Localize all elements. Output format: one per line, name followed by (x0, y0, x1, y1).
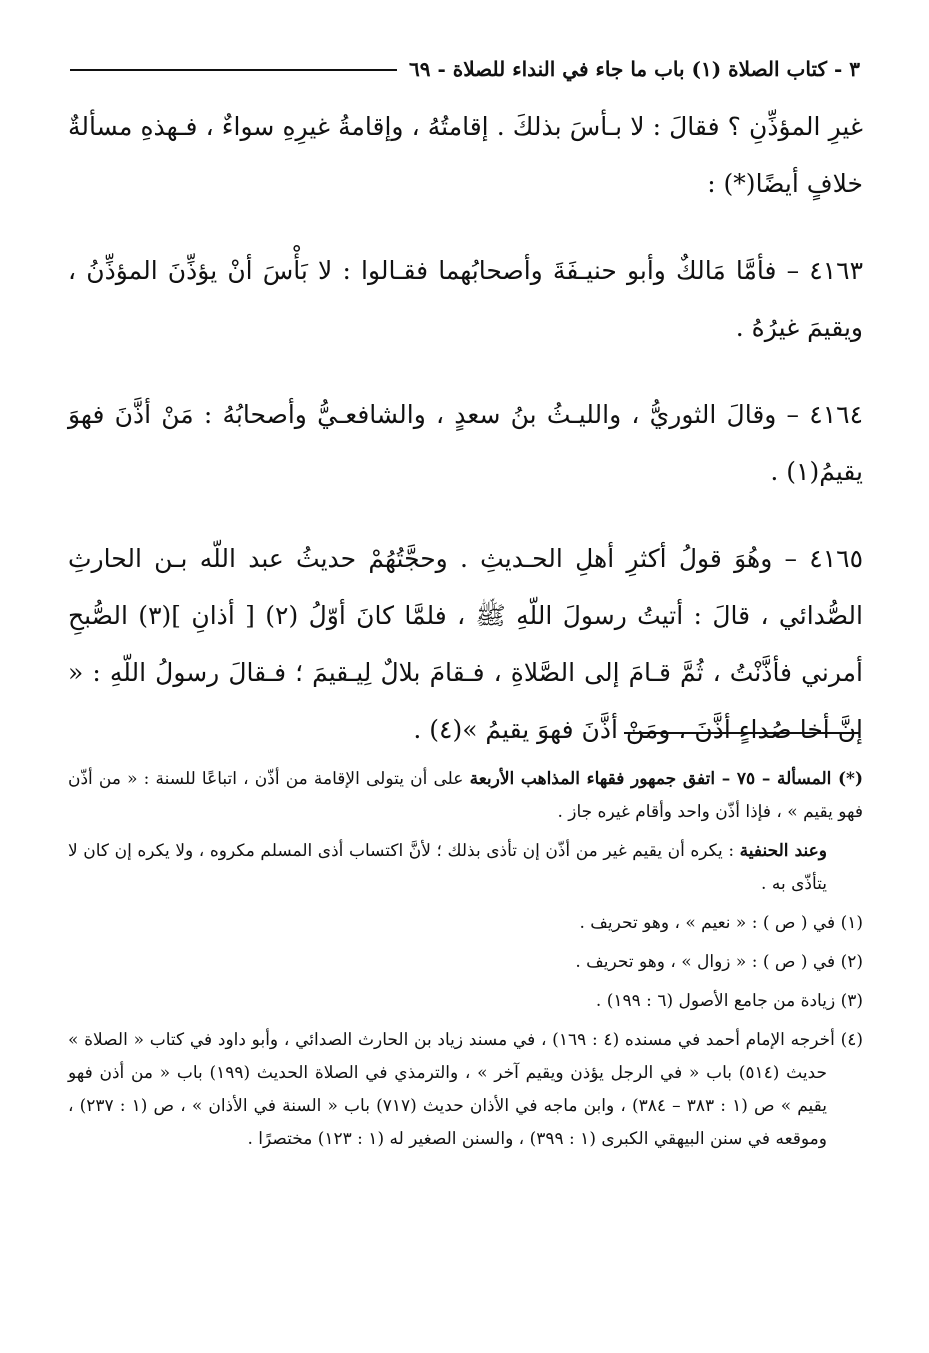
footnote-2: (٢) في ( ص ) : « زوال » ، وهو تحريف . (575, 952, 863, 972)
paragraph-4165: ٤١٦٥ – وهُوَ قولُ أكثرِ أهلِ الحـديثِ . وحجَّتُهُمْ حديثُ عبد اللّه بـن الحارثِ الصُّدائي ، قالَ : أتيتُ رسولَ اللّهِ ﷺ ، فلمَّا كانَ أوّلُ (٢) [ أذانِ ](٣) الصُّبحِ أمرني فأذَّنْتُ ، ثُمَّ قـامَ إلى الصَّلاةِ ، فـقامَ بلالٌ لِيـقيمَ ؛ فـقالَ رسولُ اللّهِ : « إنَّ أخا صُداءٍ أذَّنَ ، ومَنْ أذَّنَ فهوَ يقيمُ »(٤) . (68, 544, 863, 744)
note-masala-heading: (*) المسألة – ٧٥ – اتفق جمهور فقهاء المذاهب الأربعة (469, 769, 863, 789)
footnotes (68, 763, 863, 1162)
main-text (68, 98, 863, 788)
note-masala-text: على أن يتولى الإقامة من أذّن ، اتباعًا للسنة : « من أذّن فهو يقيم » ، فإذا أذّن واحد وأقام غيره جاز . (68, 769, 863, 822)
header-title: ٣ - كتاب الصلاة (١) باب ما جاء في النداء للصلاة - ٦٩ (409, 57, 860, 81)
footnote-1: (١) في ( ص ) : « نعيم » ، وهو تحريف . (579, 913, 863, 933)
paragraph-4164: ٤١٦٤ – وقالَ الثوريُّ ، والليـثُ بنُ سعدٍ ، والشافعـيُّ وأصحابُهُ : مَنْ أذَّنَ فهوَ يقيمُ(١) . (68, 400, 863, 486)
header-rule (70, 69, 397, 71)
footnote-3: (٣) زيادة من جامع الأصول (٦ : ١٩٩) . (595, 991, 863, 1011)
note-hanafi (68, 835, 863, 901)
footnote-4: (٤) أخرجه الإمام أحمد في مسنده (٤ : ١٦٩) ، في مسند زياد بن الحارث الصدائي ، وأبو داود في كتاب « الصلاة » حديث (٥١٤) باب « في الرجل يؤذن ويقيم آخر » ، والترمذي في الصلاة الحديث (١٩٩) باب « من أذن فهو يقيم » ص (١ : ٣٨٣ – ٣٨٤) ، وابن ماجه في الأذان حديث (٧١٧) باب « السنة في الأذان » ، ص (١ : ٢٣٧) ، وموقعه في سنن البيهقي الكبرى (١ : ٣٩٩) ، والسنن الصغير له (١ : ١٢٣) مختصرًا . (68, 1030, 863, 1149)
paragraph-intro: غيرِ المؤذِّنِ ؟ فقالَ : لا بـأسَ بذلكَ . إقامتُهُ ، وإقامةُ غيرِهِ سواءٌ ، فـهذهِ مسألةٌ خلافٍ أيضًا(*) : (68, 112, 863, 198)
paragraph-4163: ٤١٦٣ – فأمَّا مَالكٌ وأبو حنيـفَةَ وأصحابُهما فقـالوا : لا بَأْسَ أنْ يؤذِّنَ المؤذِّنُ ، ويقيمَ غيرُهُ . (68, 256, 863, 342)
note-hanafi-heading: وعند الحنفية (739, 841, 828, 861)
note-hanafi-text: : يكره أن يقيم غير من أذّن إن تأذى بذلك ؛ لأنَّ اكتساب أذى المسلم مكروه ، ولا يكره إن كان لا يتأذّى به . (68, 841, 827, 894)
note-masala (68, 763, 863, 829)
footnote-separator (624, 732, 859, 734)
running-header (70, 52, 860, 86)
